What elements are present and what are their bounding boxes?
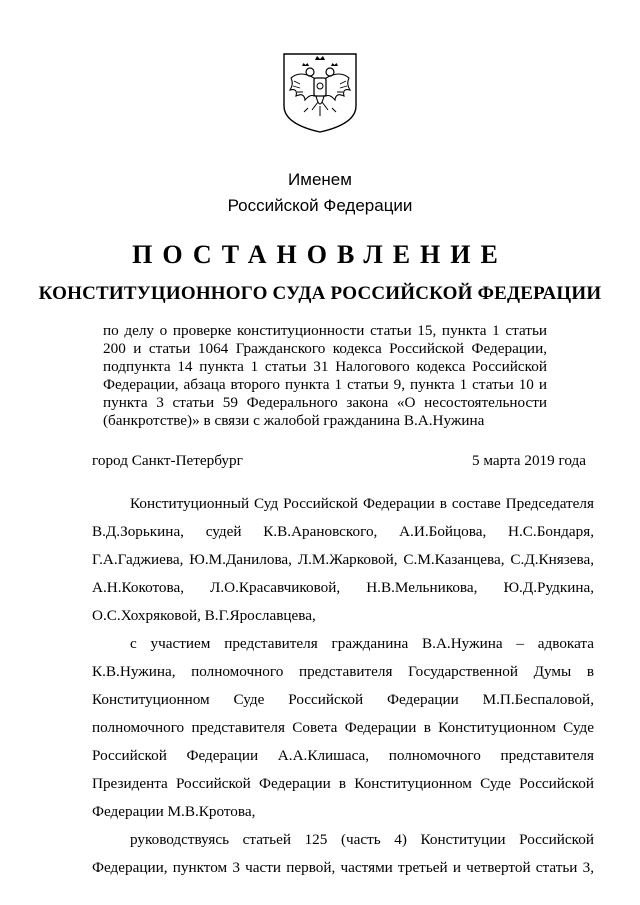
case-subject-line: (банкротстве)» в связи с жалобой гражданина В.А.Нужина xyxy=(103,412,485,429)
body-line: А.Н.Кокотова, Л.О.Красавчиковой, Н.В.Мельникова, Ю.Д.Рудкина, xyxy=(92,579,594,596)
case-subject-line: подпункта 14 пункта 1 статьи 31 Налогового кодекса Российской xyxy=(103,358,547,375)
document-title: ПОСТАНОВЛЕНИЕ xyxy=(132,240,508,269)
body-line: руководствуясь статьей 125 (часть 4) Конституции Российской xyxy=(130,831,594,848)
body-text xyxy=(92,490,594,882)
body-line: Конституционный Суд Российской Федерации в составе Председателя xyxy=(130,495,594,512)
body-line: Федерации М.В.Кротова, xyxy=(92,803,256,820)
body-line: К.В.Нужина, полномочного представителя Государственной Думы в xyxy=(92,663,594,680)
body-line: с участием представителя гражданина В.А.Нужина – адвоката xyxy=(130,635,594,652)
on-behalf-line-1: Именем xyxy=(288,170,352,189)
body-line: О.С.Хохряковой, В.Г.Ярославцева, xyxy=(92,607,316,624)
date: 5 марта 2019 года xyxy=(471,452,586,469)
body-line: В.Д.Зорькина, судей К.В.Арановского, А.И.Бойцова, Н.С.Бондаря, xyxy=(92,523,594,540)
body-line: Российской Федерации А.А.Клишаса, полномочного представителя xyxy=(92,747,594,764)
case-subject xyxy=(103,322,547,430)
body-line: полномочного представителя Совета Федерации в Конституционном Суде xyxy=(92,719,594,736)
body-line: Федерации, пунктом 3 части первой, частями третьей и четвертой статьи 3, xyxy=(92,859,594,876)
case-subject-line: Федерации, абзаца второго пункта 1 статьи 9, пункта 1 статьи 10 и xyxy=(103,376,547,393)
body-line: Г.А.Гаджиева, Ю.М.Данилова, Л.М.Жарковой, С.М.Казанцева, С.Д.Князева, xyxy=(92,551,594,568)
case-subject-line: 200 и статьи 1064 Гражданского кодекса Российской Федерации, xyxy=(103,340,547,357)
coat-of-arms-emblem xyxy=(278,48,362,134)
place: город Санкт-Петербург xyxy=(92,452,243,469)
body-line: Президента Российской Федерации в Конституционном Суде Российской xyxy=(92,775,594,792)
case-subject-line: пункта 3 статьи 59 Федерального закона «О несостоятельности xyxy=(103,394,547,411)
document-subtitle: КОНСТИТУЦИОННОГО СУДА РОССИЙСКОЙ ФЕДЕРАЦИИ xyxy=(38,283,602,304)
case-subject-line: по делу о проверке конституционности статьи 15, пункта 1 статьи xyxy=(103,322,547,339)
body-line: Конституционном Суде Российской Федерации М.П.Беспаловой, xyxy=(92,691,594,708)
on-behalf-line-2: Российской Федерации xyxy=(227,196,413,215)
